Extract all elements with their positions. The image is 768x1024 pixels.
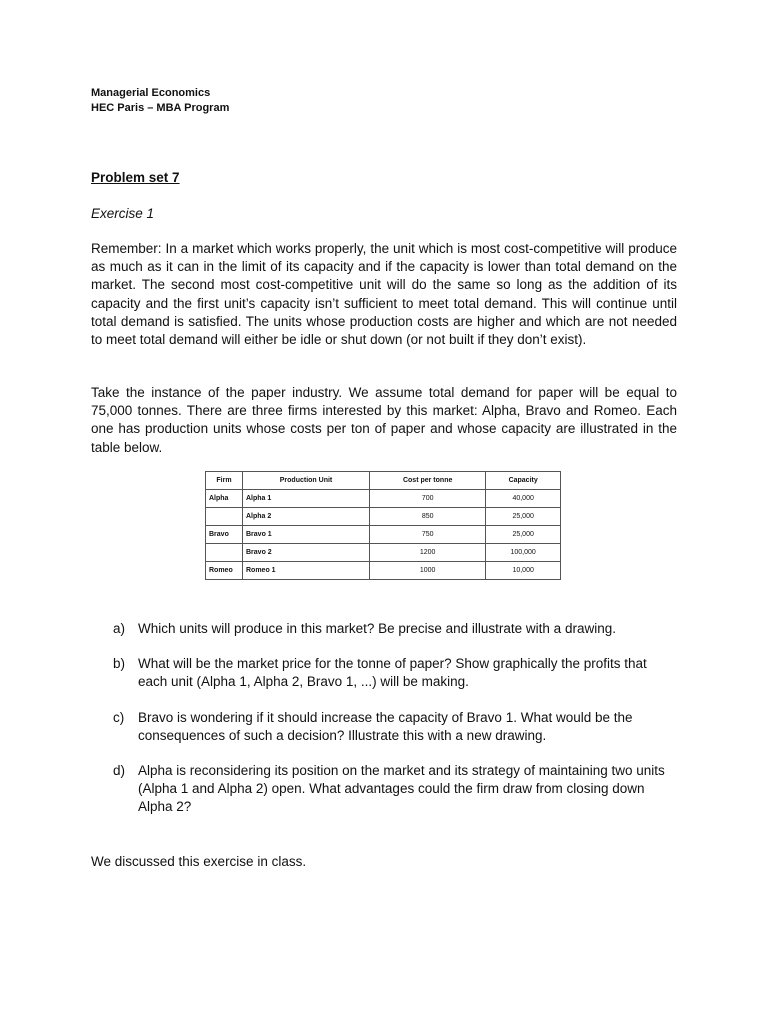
table-row [206, 526, 561, 544]
cost-cell: 1200 [370, 544, 486, 562]
question-label: d) [113, 763, 126, 779]
cost-cell: 700 [370, 490, 486, 508]
question-text: Bravo is wondering if it should increase the capacity of Bravo 1. What would be the consequences of such a decision? Illustrate this with a new drawing. [138, 709, 633, 743]
capacity-cell: 100,000 [486, 544, 561, 562]
unit-cell: Alpha 1 [243, 490, 370, 508]
production-units-table [205, 471, 561, 580]
course-title: Managerial Economics [91, 87, 211, 99]
capacity-cell: 40,000 [486, 490, 561, 508]
list-item [113, 709, 677, 745]
firm-cell: Alpha [206, 490, 243, 508]
question-text: Which units will produce in this market? Be precise and illustrate with a drawing. [138, 621, 616, 636]
firm-column-header: Firm [206, 472, 243, 490]
course-header [91, 86, 229, 116]
list-item [113, 620, 677, 638]
capacity-cell: 10,000 [486, 562, 561, 580]
list-item [113, 762, 677, 817]
question-label: b) [113, 656, 126, 672]
unit-cell: Romeo 1 [243, 562, 370, 580]
intro-paragraph: Remember: In a market which works properly, the unit which is most cost-competitive will produce as much as it can in the limit of its capacity and if the capacity is lower than total demand on the market. The second most cost-competitive unit will do the same so long as the addition of its capacity and the first unit’s capacity isn’t sufficient to meet total demand. This will continue until total demand is satisfied. The units whose production costs are higher and which are not needed to meet total demand will either be idle or shut down (or not built if they don’t exist). [91, 241, 677, 348]
capacity-column-header: Capacity [486, 472, 561, 490]
firm-cell [206, 544, 243, 562]
cost-cell: 750 [370, 526, 486, 544]
context-paragraph: Take the instance of the paper industry. We assume total demand for paper will be equal to 75,000 tonnes. There are three firms interested by this market: Alpha, Bravo and Romeo. Each one has production units whose costs per ton of paper and whose capacity are illustrated in the table below. [91, 385, 677, 455]
table-row [206, 562, 561, 580]
table-row [206, 544, 561, 562]
capacity-cell: 25,000 [486, 526, 561, 544]
program-name: HEC Paris – MBA Program [91, 102, 230, 114]
problem-set-title: Problem set 7 [91, 170, 180, 185]
firm-cell [206, 508, 243, 526]
question-label: c) [113, 709, 125, 725]
unit-cell: Bravo 2 [243, 544, 370, 562]
table-row [206, 508, 561, 526]
question-text: What will be the market price for the tonne of paper? Show graphically the profits that each unit (Alpha 1, Alpha 2, Bravo 1, ...) will be making. [138, 656, 647, 690]
capacity-cell: 25,000 [486, 508, 561, 526]
unit-column-header: Production Unit [243, 472, 370, 490]
cost-cell: 1000 [370, 562, 486, 580]
table-header-row [206, 472, 561, 490]
firm-cell: Romeo [206, 562, 243, 580]
firm-cell: Bravo [206, 526, 243, 544]
cost-column-header: Cost per tonne [370, 472, 486, 490]
question-text: Alpha is reconsidering its position on the market and its strategy of maintaining two units (Alpha 1 and Alpha 2) open. What advantages could the firm draw from closing down Alpha 2? [138, 763, 665, 815]
unit-cell: Bravo 1 [243, 526, 370, 544]
list-item [113, 655, 677, 691]
question-list [113, 620, 677, 834]
question-label: a) [113, 621, 126, 636]
unit-cell: Alpha 2 [243, 508, 370, 526]
closing-note: We discussed this exercise in class. [91, 854, 307, 869]
cost-cell: 850 [370, 508, 486, 526]
table-row [206, 490, 561, 508]
exercise-heading: Exercise 1 [91, 206, 155, 221]
